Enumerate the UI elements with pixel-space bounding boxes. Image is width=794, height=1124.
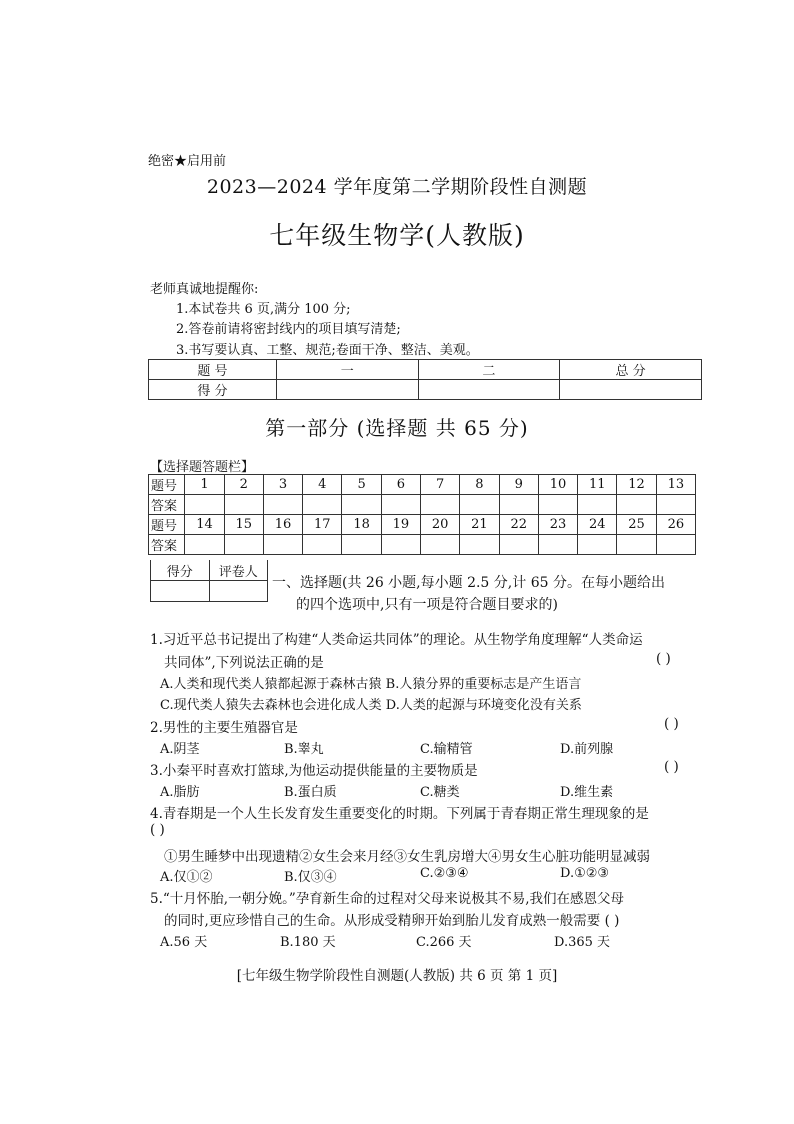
question-number-cell: 24 — [578, 515, 617, 535]
question-number-cell: 18 — [342, 515, 381, 535]
answer-input-row — [149, 495, 696, 515]
notice-item: 3.书写要认真、工整、规范;卷面干净、整洁、美观。 — [176, 343, 479, 358]
answer-sheet-table — [148, 474, 696, 555]
grader-score-cell[interactable] — [151, 581, 210, 602]
answer-cell[interactable] — [185, 495, 224, 515]
question-number-cell: 5 — [342, 475, 381, 495]
answer-number-row — [149, 475, 696, 495]
answer-cell[interactable] — [421, 535, 460, 555]
answer-paren[interactable]: ( ) — [656, 651, 671, 667]
question-3-option: A.脂肪 — [160, 785, 200, 800]
question-number-cell: 12 — [617, 475, 656, 495]
score-cell-part2[interactable] — [418, 380, 560, 400]
answer-cell[interactable] — [381, 535, 420, 555]
score-table — [148, 359, 702, 400]
answer-cell[interactable] — [224, 535, 263, 555]
question-4-statements: ①男生睡梦中出现遗精②女生会来月经③女生乳房增大④男女生心脏功能明显减弱 — [164, 849, 650, 865]
question-number-cell: 10 — [538, 475, 577, 495]
question-4-option: C.②③④ — [420, 866, 469, 881]
answer-cell[interactable] — [185, 535, 224, 555]
section-one-instructions: 的四个选项中,只有一项是符合题目要求的) — [296, 597, 558, 613]
grader-reviewer-cell[interactable] — [209, 581, 268, 602]
question-2-option: B.睾丸 — [284, 742, 324, 757]
answer-cell[interactable] — [460, 535, 499, 555]
answer-paren[interactable]: ( ) — [664, 759, 679, 775]
question-3-stem: 3.小秦平时喜欢打篮球,为他运动提供能量的主要物质是 — [150, 763, 478, 779]
question-number-cell: 1 — [185, 475, 224, 495]
answer-input-row — [149, 535, 696, 555]
answer-cell[interactable] — [381, 495, 420, 515]
question-number-cell: 22 — [499, 515, 538, 535]
grader-box — [150, 560, 268, 602]
answer-row-label: 答案 — [149, 535, 185, 555]
answer-cell[interactable] — [578, 495, 617, 515]
question-2-option: A.阴茎 — [160, 742, 200, 757]
subject-title: 七年级生物学(人教版) — [269, 221, 525, 250]
question-number-cell: 20 — [421, 515, 460, 535]
question-4-stem: 4.青春期是一个人生长发育发生重要变化的时期。下列属于青春期正常生理现象的是 — [150, 806, 649, 822]
number-row-label: 题号 — [149, 515, 185, 535]
score-table-header-row — [149, 360, 702, 380]
answer-cell[interactable] — [578, 535, 617, 555]
grader-reviewer-label: 评卷人 — [209, 560, 268, 581]
grader-score-label: 得分 — [151, 560, 210, 581]
answer-cell[interactable] — [342, 535, 381, 555]
score-header-cell: 总 分 — [560, 360, 702, 380]
question-4-option: B.仅③④ — [284, 870, 337, 885]
question-1-stem: 共同体”,下列说法正确的是 — [164, 655, 324, 671]
answer-cell[interactable] — [499, 495, 538, 515]
question-number-cell: 7 — [421, 475, 460, 495]
answer-cell[interactable] — [303, 535, 342, 555]
exam-year-title: 2023—2024 学年度第二学期阶段性自测题 — [206, 176, 588, 198]
question-3-option: D.维生素 — [560, 785, 614, 800]
question-number-cell: 11 — [578, 475, 617, 495]
answer-cell[interactable] — [538, 495, 577, 515]
question-number-cell: 8 — [460, 475, 499, 495]
secret-label: 绝密★启用前 — [148, 154, 227, 169]
score-header-cell: 一 — [276, 360, 418, 380]
answer-cell[interactable] — [538, 535, 577, 555]
answer-cell[interactable] — [263, 535, 302, 555]
score-cell-total[interactable] — [560, 380, 702, 400]
question-1-stem: 1.习近平总书记提出了构建“人类命运共同体”的理论。从生物学角度理解“人类命运 — [150, 632, 643, 648]
answer-cell[interactable] — [263, 495, 302, 515]
question-1-options: A.人类和现代类人猿都起源于森林古猿 B.人猿分界的重要标志是产生语言 — [160, 677, 582, 692]
question-1-options: C.现代类人猿失去森林也会进化成人类 D.人类的起源与环境变化没有关系 — [160, 698, 582, 713]
question-number-cell: 15 — [224, 515, 263, 535]
question-number-cell: 26 — [656, 515, 695, 535]
score-row-label: 得 分 — [149, 380, 277, 400]
question-4-option: A.仅①② — [160, 870, 213, 885]
question-number-cell: 6 — [381, 475, 420, 495]
question-5-option: C.266 天 — [416, 935, 472, 950]
answer-paren[interactable]: ( ) — [664, 716, 679, 732]
question-number-cell: 21 — [460, 515, 499, 535]
answer-cell[interactable] — [656, 535, 695, 555]
answer-cell[interactable] — [499, 535, 538, 555]
answer-cell[interactable] — [617, 495, 656, 515]
question-5-option: D.365 天 — [554, 935, 611, 950]
question-5-stem: 5.“十月怀胎,一朝分娩。”孕育新生命的过程对父母来说极其不易,我们在感恩父母 — [150, 891, 625, 907]
answer-cell[interactable] — [421, 495, 460, 515]
question-4-option: D.①②③ — [560, 866, 610, 881]
notice-title: 老师真诚地提醒你: — [150, 282, 259, 297]
answer-paren[interactable]: ( ) — [150, 822, 165, 838]
notice-item: 1.本试卷共 6 页,满分 100 分; — [176, 302, 351, 317]
question-2-stem: 2.男性的主要生殖器官是 — [150, 720, 298, 736]
question-5-option: B.180 天 — [280, 935, 336, 950]
answer-number-row — [149, 515, 696, 535]
question-5-stem: 的同时,更应珍惜自己的生命。从形成受精卵开始到胎儿发育成熟一般需要 ( ) — [164, 913, 620, 929]
question-number-cell: 23 — [538, 515, 577, 535]
answer-sheet-caption: 【选择题答题栏】 — [150, 460, 255, 475]
number-row-label: 题号 — [149, 475, 185, 495]
question-number-cell: 4 — [303, 475, 342, 495]
section-one-instructions: 一、选择题(共 26 小题,每小题 2.5 分,计 65 分。在每小题给出 — [272, 575, 665, 591]
answer-cell[interactable] — [303, 495, 342, 515]
question-2-option: C.输精管 — [420, 742, 473, 757]
answer-cell[interactable] — [342, 495, 381, 515]
part-one-title: 第一部分 (选择题 共 65 分) — [265, 416, 529, 440]
answer-cell[interactable] — [460, 495, 499, 515]
question-number-cell: 13 — [656, 475, 695, 495]
question-2-option: D.前列腺 — [560, 742, 614, 757]
question-number-cell: 9 — [499, 475, 538, 495]
question-number-cell: 2 — [224, 475, 263, 495]
score-header-cell: 题 号 — [149, 360, 277, 380]
question-number-cell: 3 — [263, 475, 302, 495]
grader-header-row — [151, 560, 268, 581]
question-number-cell: 17 — [303, 515, 342, 535]
question-number-cell: 16 — [263, 515, 302, 535]
answer-cell[interactable] — [617, 535, 656, 555]
question-3-option: B.蛋白质 — [284, 785, 337, 800]
answer-cell[interactable] — [224, 495, 263, 515]
answer-row-label: 答案 — [149, 495, 185, 515]
score-cell-part1[interactable] — [276, 380, 418, 400]
question-number-cell: 25 — [617, 515, 656, 535]
grader-input-row — [151, 581, 268, 602]
question-3-option: C.糖类 — [420, 785, 460, 800]
answer-cell[interactable] — [656, 495, 695, 515]
score-table-score-row — [149, 380, 702, 400]
question-number-cell: 19 — [381, 515, 420, 535]
question-5-option: A.56 天 — [160, 935, 208, 950]
page-footer: [七年级生物学阶段性自测题(人教版) 共 6 页 第 1 页] — [236, 968, 558, 984]
notice-item: 2.答卷前请将密封线内的项目填写清楚; — [176, 322, 401, 337]
question-number-cell: 14 — [185, 515, 224, 535]
score-header-cell: 二 — [418, 360, 560, 380]
